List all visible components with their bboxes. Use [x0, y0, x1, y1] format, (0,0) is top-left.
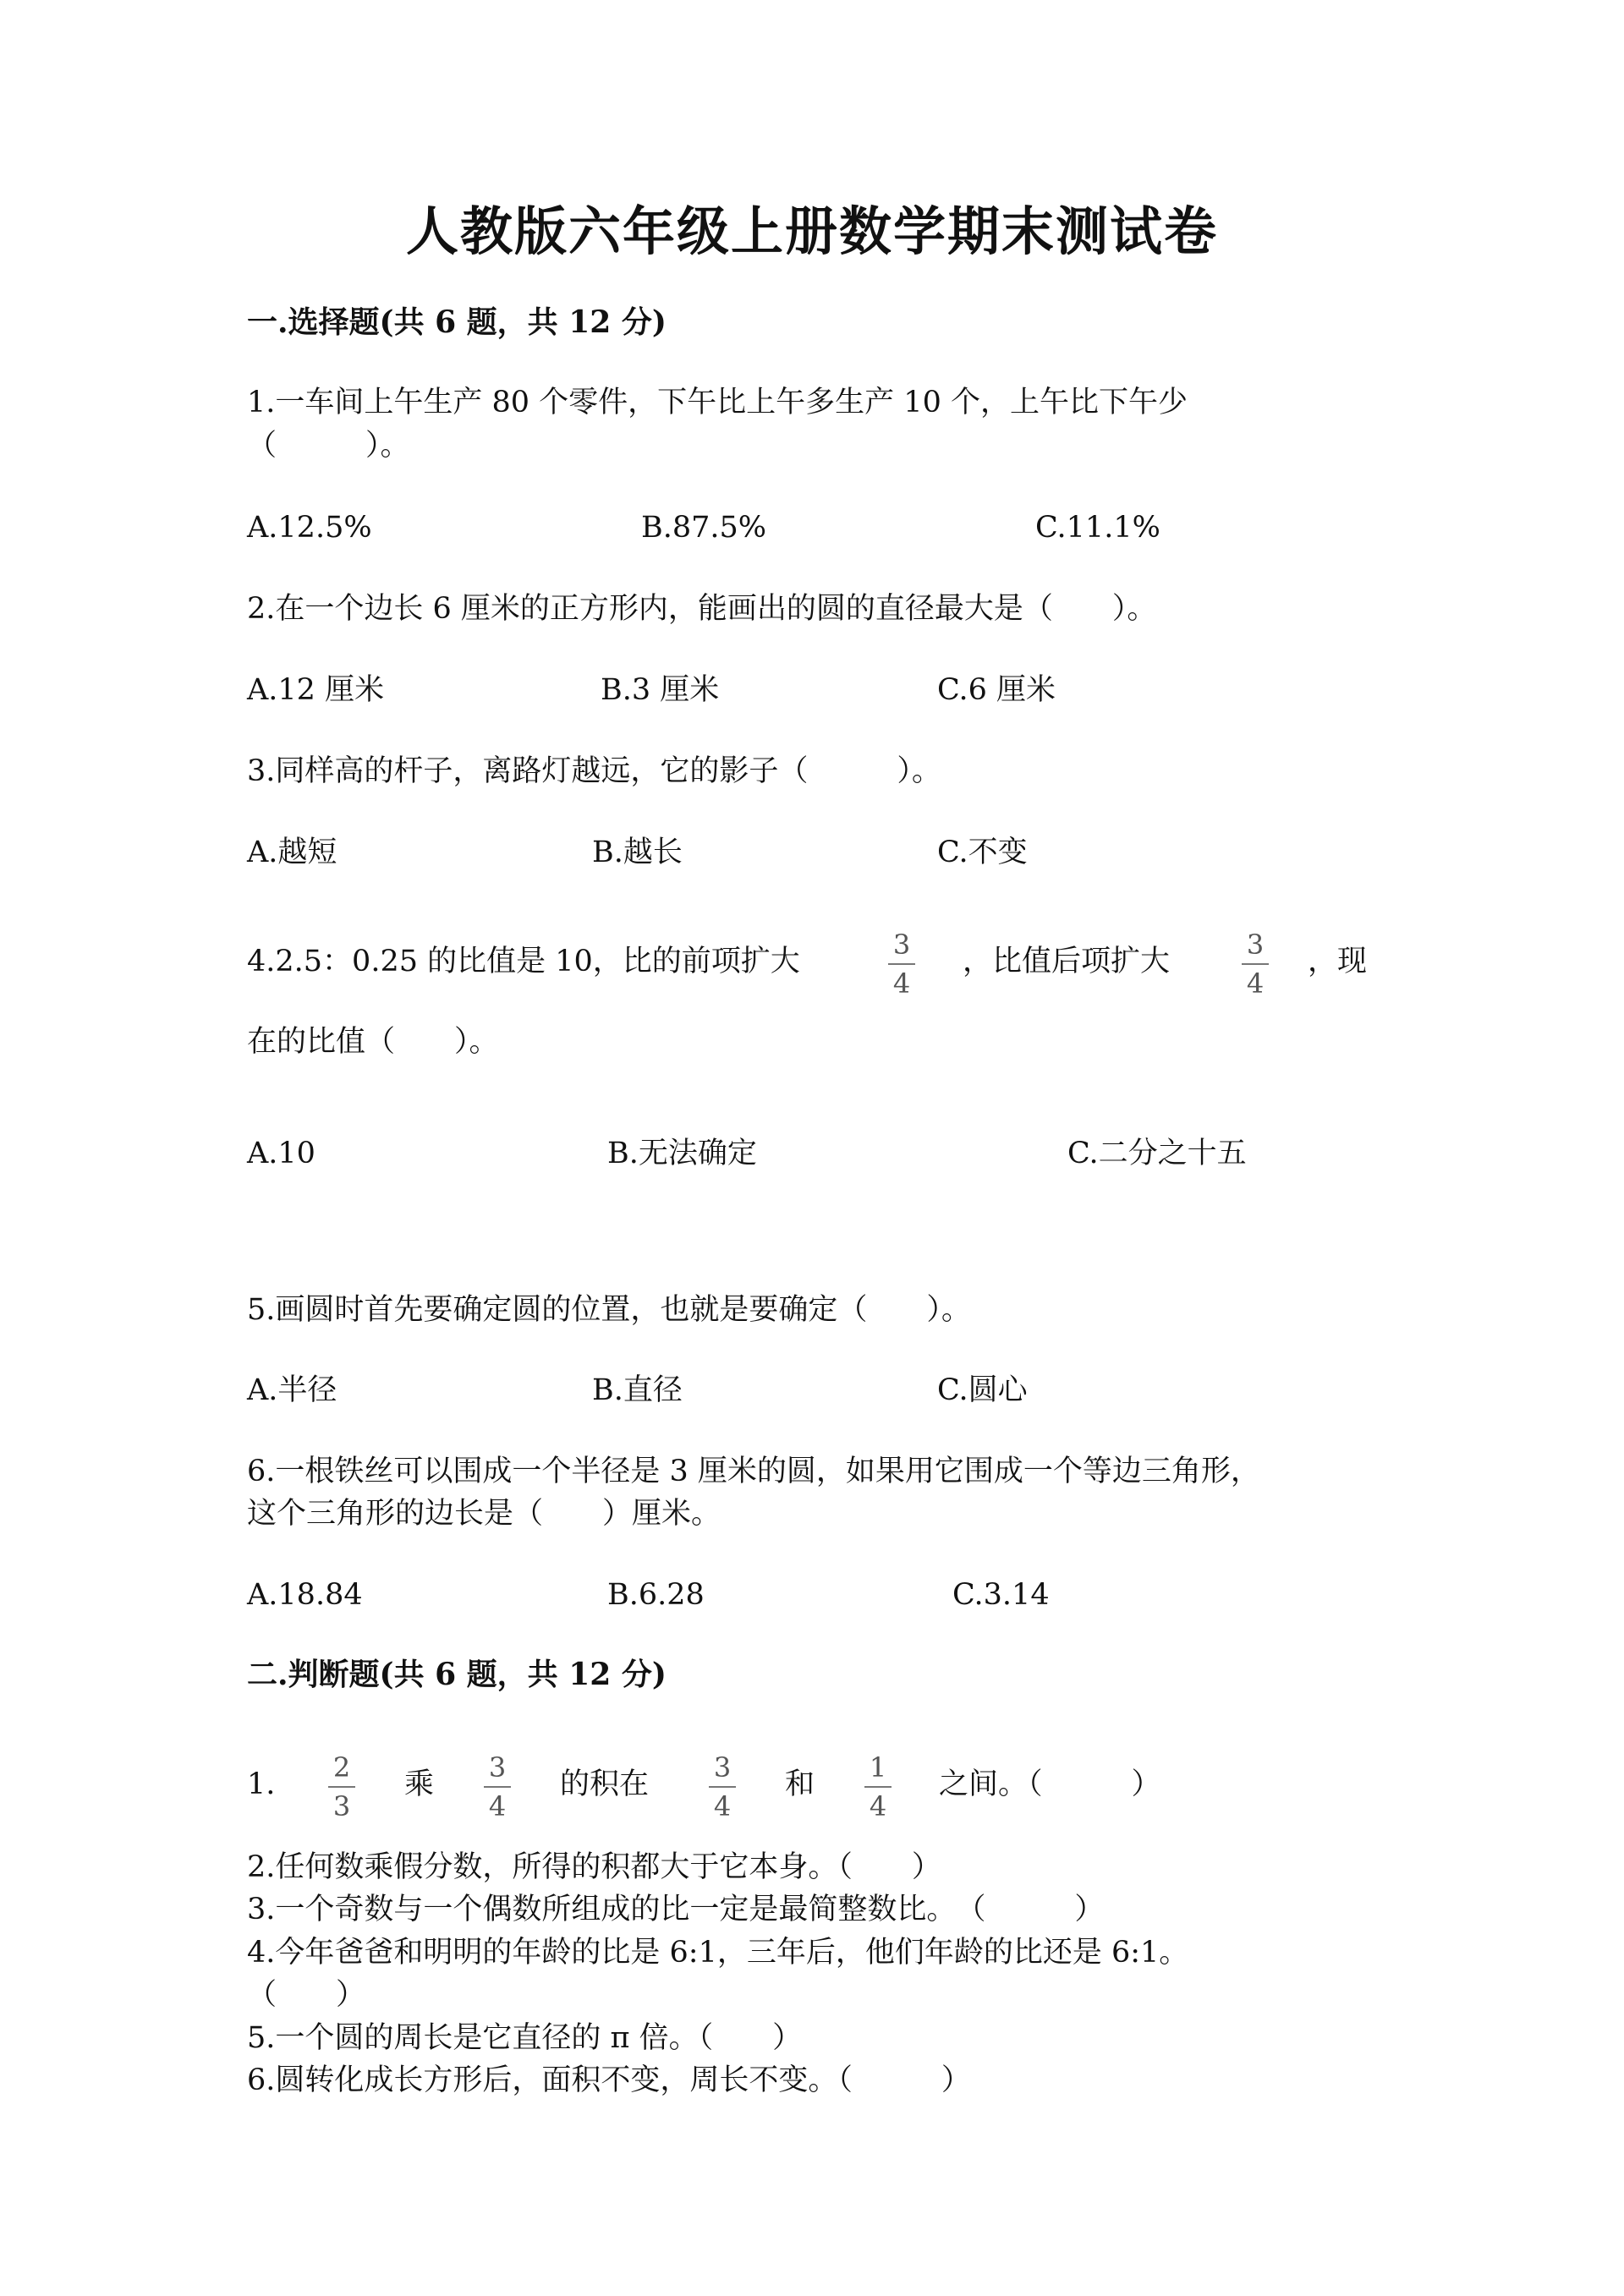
fraction-numerator: 3	[713, 1751, 732, 1784]
question-2-option-b: B.3 厘米	[601, 673, 720, 707]
question-4-fraction-2	[1238, 931, 1272, 1000]
fraction-numerator: 3	[1246, 929, 1265, 961]
fraction-bar	[709, 1786, 736, 1788]
fraction-bar	[328, 1786, 355, 1788]
question-5-text: 5.画圆时首先要确定圆的位置，也就是要确定（ ）。	[247, 1293, 971, 1327]
fraction-denominator: 4	[713, 1790, 732, 1822]
fraction-numerator: 3	[892, 929, 911, 961]
judge-1-word-1: 乘	[404, 1767, 435, 1801]
question-2-text: 2.在一个边长 6 厘米的正方形内，能画出的圆的直径最大是（ ）。	[247, 592, 1157, 626]
question-6-option-c: C.3.14	[952, 1578, 1050, 1612]
fraction-bar	[484, 1786, 511, 1788]
question-6-line2: 这个三角形的边长是（ ）厘米。	[247, 1497, 721, 1531]
question-1-line1: 1.一车间上午生产 80 个零件，下午比上午多生产 10 个，上午比下午少	[247, 386, 1188, 419]
question-1-line2: （ ）。	[247, 429, 410, 463]
question-4-option-b: B.无法确定	[607, 1137, 757, 1170]
question-5-option-a: A.半径	[247, 1373, 337, 1407]
question-6-line1: 6.一根铁丝可以围成一个半径是 3 厘米的圆，如果用它围成一个等边三角形，	[247, 1455, 1260, 1488]
question-4-part2: ，比值后项扩大	[963, 945, 1171, 978]
fraction-denominator: 4	[869, 1790, 887, 1822]
judge-4-line2: （ ）	[247, 1978, 366, 2012]
judge-6-text: 6.圆转化成长方形后，面积不变，周长不变。（ ）	[247, 2063, 971, 2097]
question-1-option-b: B.87.5%	[641, 511, 767, 545]
question-2-option-a: A.12 厘米	[247, 673, 385, 707]
question-5-option-b: B.直径	[592, 1373, 683, 1407]
question-4-option-c: C.二分之十五	[1067, 1137, 1247, 1170]
question-3-option-c: C.不变	[937, 836, 1028, 869]
question-4-line2: 在的比值（ ）。	[247, 1025, 499, 1059]
question-3-option-b: B.越长	[592, 836, 683, 869]
judge-1-fraction-4	[861, 1751, 895, 1823]
fraction-bar	[888, 963, 915, 965]
page-title: 人教版六年级上册数学期末测试卷	[405, 200, 1218, 262]
question-3-text: 3.同样高的杆子，离路灯越远，它的影子（ ）。	[247, 754, 941, 788]
judge-1-word-2: 的积在	[560, 1767, 650, 1801]
judge-1-number: 1.	[247, 1767, 276, 1801]
judge-1-fraction-2	[480, 1751, 514, 1823]
question-6-option-b: B.6.28	[607, 1578, 705, 1612]
judge-1-word-3: 和	[785, 1767, 815, 1801]
judge-1-fraction-1	[325, 1751, 359, 1823]
question-4-part3: ，现	[1308, 945, 1368, 978]
question-5-option-c: C.圆心	[937, 1373, 1028, 1407]
fraction-denominator: 4	[1246, 967, 1265, 1000]
fraction-denominator: 4	[892, 967, 911, 1000]
question-4-fraction-1	[885, 931, 919, 1000]
question-2-option-c: C.6 厘米	[937, 673, 1056, 707]
fraction-denominator: 3	[332, 1790, 351, 1822]
fraction-numerator: 1	[869, 1751, 887, 1784]
judge-4-line1: 4.今年爸爸和明明的年龄的比是 6:1，三年后，他们年龄的比还是 6:1。	[247, 1936, 1189, 1970]
question-3-option-a: A.越短	[247, 836, 337, 869]
fraction-numerator: 3	[488, 1751, 507, 1784]
question-4-option-a: A.10	[247, 1137, 315, 1170]
section-heading-judgement: 二.判断题(共 6 题，共 12 分)	[247, 1657, 667, 1692]
question-1-option-a: A.12.5%	[247, 511, 372, 545]
question-6-option-a: A.18.84	[247, 1578, 363, 1612]
section-heading-choice: 一.选择题(共 6 题，共 12 分)	[247, 304, 667, 340]
question-4-part1: 4.2.5：0.25 的比值是 10，比的前项扩大	[247, 945, 800, 978]
judge-1-fraction-3	[705, 1751, 739, 1823]
fraction-bar	[864, 1786, 892, 1788]
judge-5-text: 5.一个圆的周长是它直径的 π 倍。（ ）	[247, 2021, 803, 2055]
fraction-denominator: 4	[488, 1790, 507, 1822]
judge-3-text: 3.一个奇数与一个偶数所组成的比一定是最简整数比。 （ ）	[247, 1893, 1105, 1926]
judge-2-text: 2.任何数乘假分数，所得的积都大于它本身。（ ）	[247, 1850, 941, 1884]
fraction-bar	[1242, 963, 1269, 965]
judge-1-word-4: 之间。（ ）	[939, 1767, 1161, 1801]
question-1-option-c: C.11.1%	[1035, 511, 1160, 545]
fraction-numerator: 2	[332, 1751, 351, 1784]
